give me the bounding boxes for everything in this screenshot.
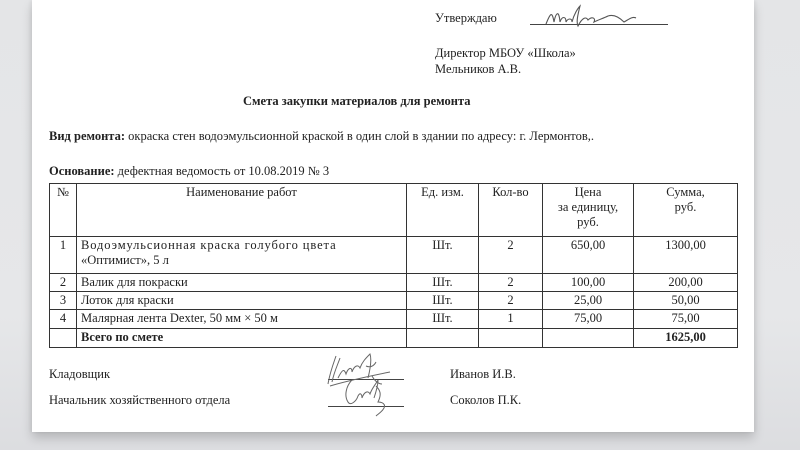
header-name: Наименование работ: [77, 184, 407, 237]
basis-value: дефектная ведомость от 10.08.2019 № 3: [117, 164, 330, 178]
row-name-line1: Водоэмульсионная краска голубого цвета: [81, 238, 337, 252]
header-sum: [634, 184, 738, 237]
row-sum: 1300,00: [634, 237, 738, 274]
row-qty: 2: [479, 274, 543, 292]
head-signature-icon: [332, 372, 412, 418]
row-price: 100,00: [543, 274, 634, 292]
row-sum: 75,00: [634, 310, 738, 329]
total-sum: 1625,00: [634, 329, 738, 348]
row-sum: 50,00: [634, 292, 738, 310]
row-unit: Шт.: [407, 237, 479, 274]
table-total-row: [50, 329, 738, 348]
row-qty: 2: [479, 237, 543, 274]
row-num: 1: [50, 237, 77, 274]
repair-type-value: окраска стен водоэмульсионной краской в один слой в здании по адресу: г. Лермонтов,.: [128, 129, 594, 143]
table-row: [50, 292, 738, 310]
row-unit: Шт.: [407, 310, 479, 329]
row-num: 3: [50, 292, 77, 310]
header-sum-line2: руб.: [674, 200, 697, 214]
signature-role-storekeeper: Кладовщик: [49, 367, 111, 381]
total-unit-empty: [407, 329, 479, 348]
row-unit: Шт.: [407, 292, 479, 310]
repair-type-label: Вид ремонта:: [49, 129, 125, 143]
row-num: 2: [50, 274, 77, 292]
table-header-row: [50, 184, 738, 237]
total-qty-empty: [479, 329, 543, 348]
row-qty: 1: [479, 310, 543, 329]
header-qty: Кол-во: [479, 184, 543, 237]
signature-name-storekeeper: Иванов И.В.: [450, 367, 516, 381]
approval-label: Утверждаю: [435, 11, 497, 25]
header-sum-line1: Сумма,: [666, 185, 705, 199]
header-price-line1: Цена: [574, 185, 602, 199]
total-price-empty: [543, 329, 634, 348]
header-unit: Ед. изм.: [407, 184, 479, 237]
table-row: [50, 237, 738, 274]
row-name: [77, 237, 407, 274]
row-price: 650,00: [543, 237, 634, 274]
basis-line: [49, 164, 329, 179]
table-row: [50, 310, 738, 329]
row-price: 25,00: [543, 292, 634, 310]
director-signature-icon: [542, 4, 652, 30]
header-price: [543, 184, 634, 237]
repair-type-line: [49, 129, 594, 144]
row-name: Малярная лента Dexter, 50 мм × 50 м: [77, 310, 407, 329]
signature-role-head: Начальник хозяйственного отдела: [49, 393, 231, 407]
approval-name: Мельников А.В.: [435, 62, 522, 76]
row-name: Валик для покраски: [77, 274, 407, 292]
approval-position: Директор МБОУ «Школа»: [435, 46, 576, 60]
estimate-table: [49, 183, 738, 348]
document-sheet: [32, 0, 754, 432]
row-name-line2: «Оптимист», 5 л: [81, 253, 169, 267]
header-price-line2: за единицу,: [557, 200, 619, 214]
row-price: 75,00: [543, 310, 634, 329]
row-unit: Шт.: [407, 274, 479, 292]
total-label: Всего по смете: [77, 329, 407, 348]
basis-label: Основание:: [49, 164, 115, 178]
total-num-empty: [50, 329, 77, 348]
row-qty: 2: [479, 292, 543, 310]
table-row: [50, 274, 738, 292]
row-name: Лоток для краски: [77, 292, 407, 310]
document-title: Смета закупки материалов для ремонта: [243, 94, 471, 108]
header-num: №: [50, 184, 77, 237]
row-num: 4: [50, 310, 77, 329]
signature-name-head: Соколов П.К.: [450, 393, 522, 407]
row-sum: 200,00: [634, 274, 738, 292]
header-price-line3: руб.: [577, 215, 599, 229]
